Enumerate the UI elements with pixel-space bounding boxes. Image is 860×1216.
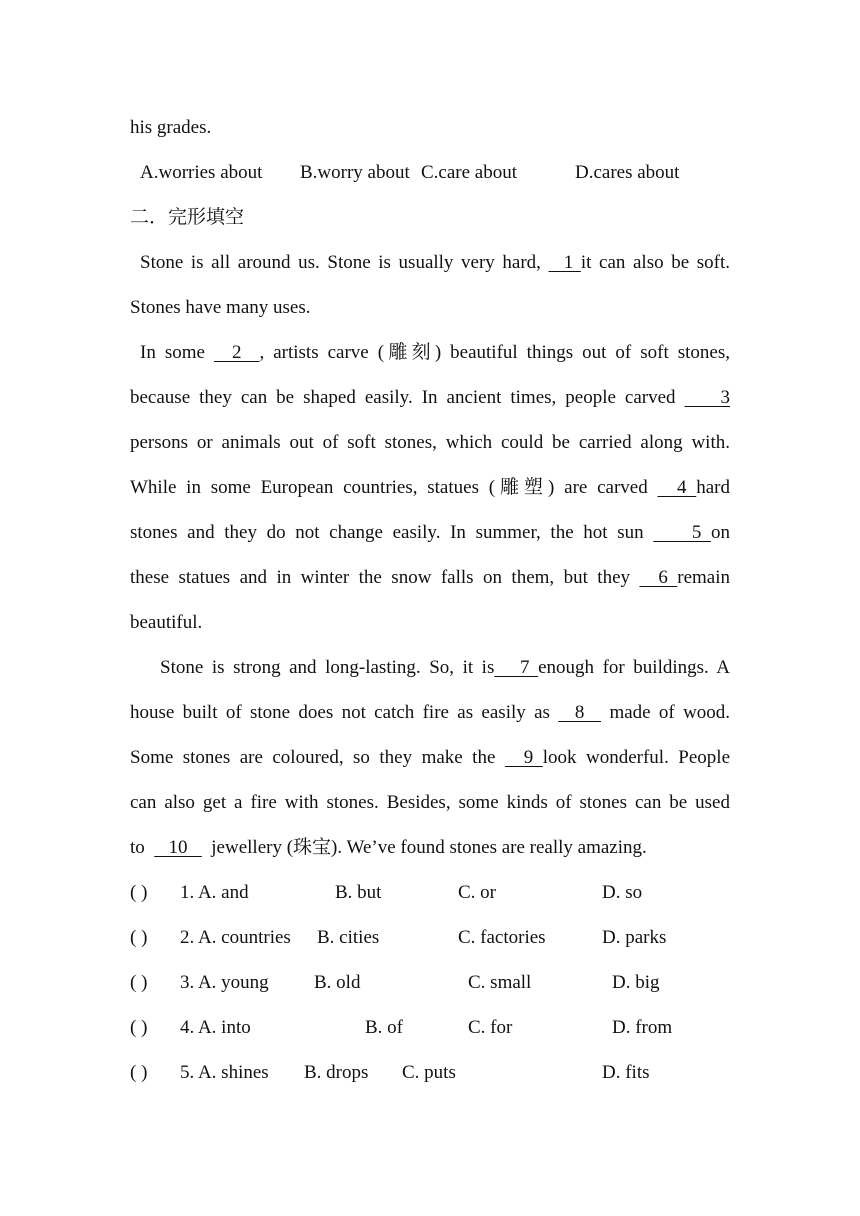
passage-line: While in some European countries, statues (雕塑) are carved 4 hard bbox=[130, 477, 731, 498]
option-c: C. for bbox=[468, 1017, 513, 1038]
option-b: B. drops bbox=[304, 1062, 369, 1083]
passage-line: Stone is all around us. Stone is usually very hard, 1 it can also be soft. bbox=[140, 252, 730, 273]
answer-paren[interactable]: ( ) bbox=[130, 882, 148, 903]
blank-9: 9 bbox=[504, 747, 543, 768]
option-a: 5. A. shines bbox=[180, 1062, 269, 1083]
passage-line: Stones have many uses. bbox=[130, 297, 311, 318]
section-title: 二．完形填空 bbox=[130, 207, 245, 228]
blank-4: 4 bbox=[657, 477, 697, 498]
option-c: C. puts bbox=[402, 1062, 456, 1083]
option-b: B. cities bbox=[317, 927, 380, 948]
option-a: 4. A. into bbox=[180, 1017, 251, 1038]
option-d: D. fits bbox=[602, 1062, 650, 1083]
blank-3: 3 bbox=[684, 387, 731, 408]
option-b: B. old bbox=[314, 972, 361, 993]
blank-5: 5 bbox=[653, 522, 712, 543]
passage-line: Stone is strong and long-lasting. So, it is 7 enough for buildings. A bbox=[160, 657, 731, 678]
option-d: D. so bbox=[602, 882, 643, 903]
option-c: C. or bbox=[458, 882, 496, 903]
prev-option-b: B.worry about bbox=[300, 162, 410, 183]
passage-line: to 10 jewellery (珠宝). We’ve found stones are really amazing. bbox=[130, 837, 647, 858]
passage-line: stones and they do not change easily. In summer, the hot sun 5 on bbox=[130, 522, 731, 543]
option-d: D. parks bbox=[602, 927, 667, 948]
blank-6: 6 bbox=[639, 567, 678, 588]
blank-7: 7 bbox=[494, 657, 539, 678]
blank-8: 8 bbox=[558, 702, 602, 723]
blank-2: 2 bbox=[213, 342, 260, 363]
prev-option-d: D.cares about bbox=[575, 162, 680, 183]
passage-line: house built of stone does not catch fire as easily as 8 made of wood. bbox=[130, 702, 731, 723]
option-c: C. small bbox=[468, 972, 532, 993]
intro-tail: his grades. bbox=[130, 117, 212, 138]
passage-line: In some 2 , artists carve (雕刻) beautiful things out of soft stones, bbox=[140, 342, 731, 363]
passage-line: persons or animals out of soft stones, which could be carried along with. bbox=[130, 432, 730, 453]
answer-paren[interactable]: ( ) bbox=[130, 1062, 148, 1083]
answer-paren[interactable]: ( ) bbox=[130, 1017, 148, 1038]
option-d: D. big bbox=[612, 972, 660, 993]
option-a: 3. A. young bbox=[180, 972, 269, 993]
prev-option-c: C.care about bbox=[421, 162, 518, 183]
passage-line: Some stones are coloured, so they make the 9 look wonderful. People bbox=[130, 747, 731, 768]
passage-line: because they can be shaped easily. In ancient times, people carved 3 bbox=[130, 387, 731, 408]
answer-paren[interactable]: ( ) bbox=[130, 927, 148, 948]
passage-line: can also get a fire with stones. Besides, some kinds of stones can be used bbox=[130, 792, 730, 813]
option-a: 2. A. countries bbox=[180, 927, 291, 948]
blank-10: 10 bbox=[154, 837, 202, 858]
prev-option-a: A.worries about bbox=[140, 162, 263, 183]
passage-line: beautiful. bbox=[130, 612, 203, 633]
passage-line: these statues and in winter the snow falls on them, but they 6 remain bbox=[130, 567, 731, 588]
option-a: 1. A. and bbox=[180, 882, 249, 903]
answer-paren[interactable]: ( ) bbox=[130, 972, 148, 993]
option-c: C. factories bbox=[458, 927, 546, 948]
option-d: D. from bbox=[612, 1017, 673, 1038]
option-b: B. but bbox=[335, 882, 382, 903]
option-b: B. of bbox=[365, 1017, 403, 1038]
blank-1: 1 bbox=[548, 252, 581, 273]
